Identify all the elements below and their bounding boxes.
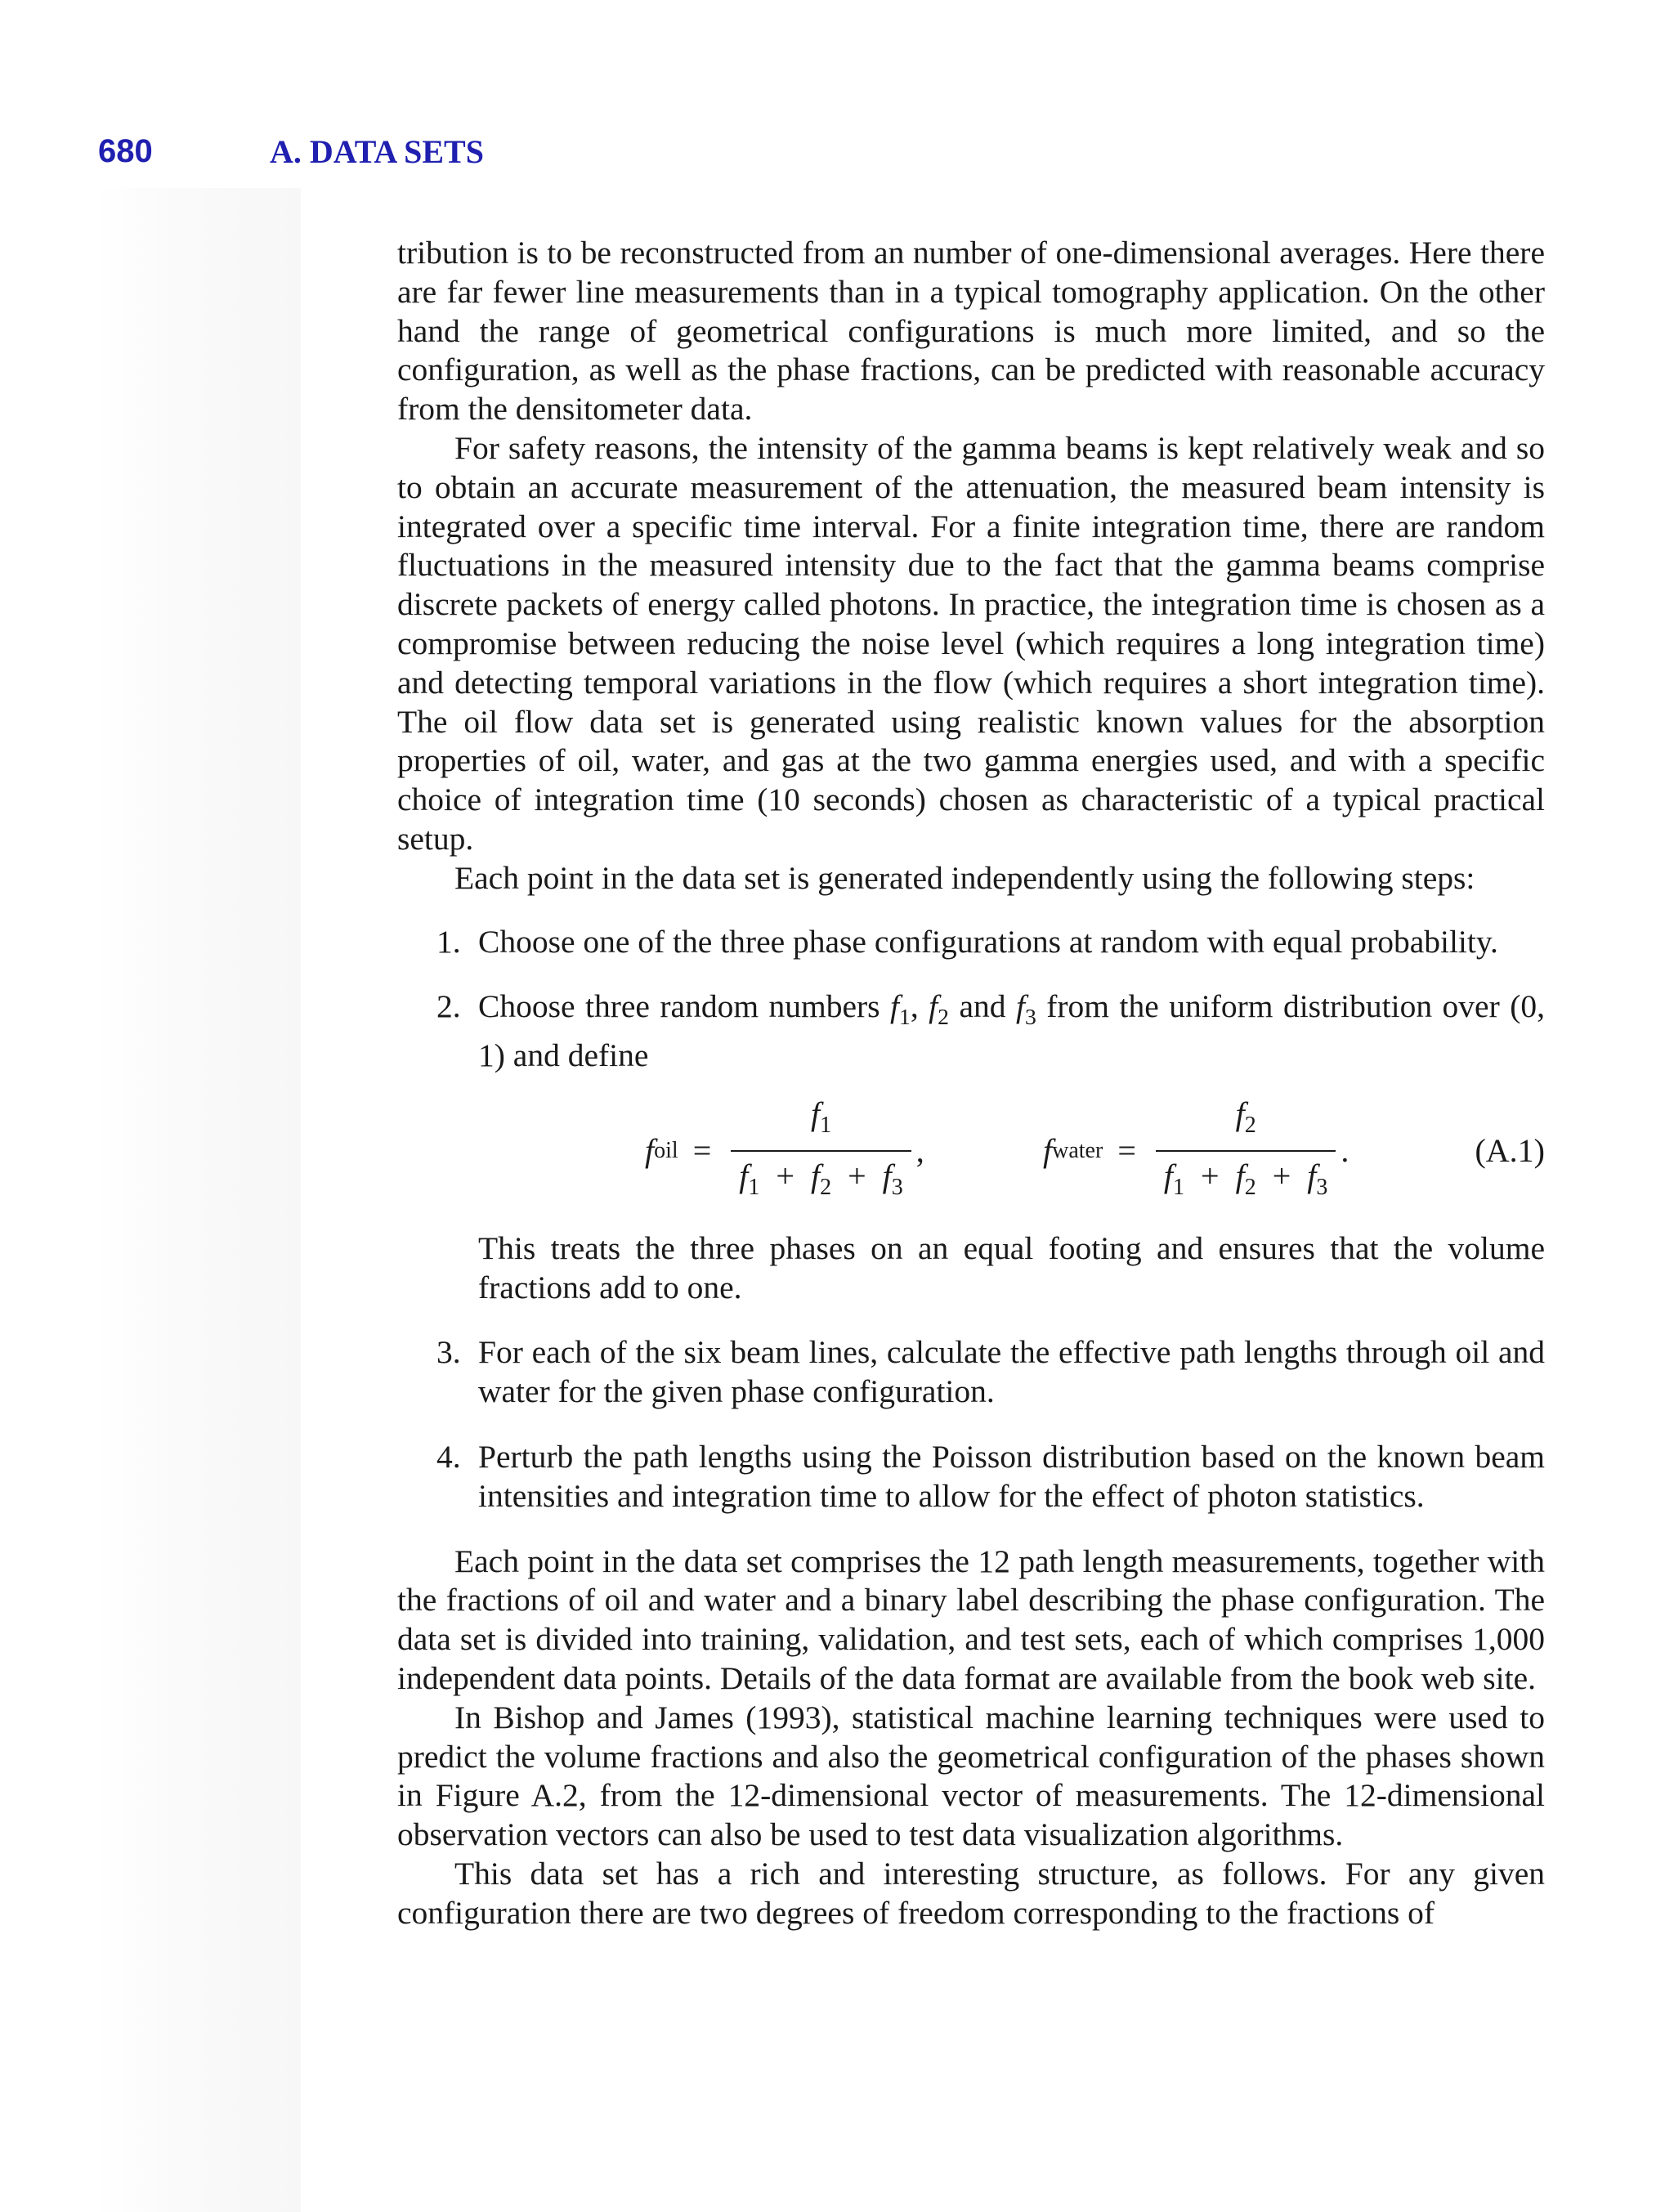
chapter-title: A. DATA SETS: [270, 132, 484, 170]
step-number: 3.: [436, 1334, 461, 1371]
equation-a1: [397, 1097, 1545, 1205]
step-text: Choose three random numbers $f_1$, $f_2$ and $f_3$ from the uniform distribution over (0, 1) and define: [478, 988, 1545, 1074]
fraction-water: $f_2$ $f_1 + f_2 + f_3$: [1156, 1095, 1336, 1207]
fraction-oil: $f_1$ $f_1 + f_2 + f_3$: [731, 1095, 911, 1207]
step-text: Choose one of the three phase configurations at random with equal probability.: [478, 923, 1498, 960]
step-number: 4.: [436, 1439, 461, 1475]
list-item: [397, 987, 1545, 1307]
running-head: [98, 131, 484, 172]
step-text: Perturb the path lengths using the Poisson distribution based on the known beam intensities and integration time to allow for the effect of photon statistics.: [478, 1439, 1545, 1514]
list-item: [397, 923, 1545, 962]
step-number: 2.: [436, 988, 461, 1025]
paragraph-2: For safety reasons, the intensity of the gamma beams is kept relatively weak and so to obtain an accurate measurement of the attenuation, the measured beam intensity is integrated over a specific time interval. For a finite integration time, there are random fluctuations in the measured intensity due to the fact that the gamma beams comprise discrete packets of energy called photons. In practice, the integration time is chosen as a compromise between reducing the noise level (which requires a long integration time) and detecting temporal variations in the flow (which requires a short integration time). The oil flow data set is generated using realistic known values for the absorption properties of oil, water, and gas at the two gamma energies used, and with a specific choice of integration time (10 seconds) chosen as characteristic of a typical practical setup.: [397, 429, 1545, 857]
equation-water: f water = $f_2$ $f_1 + f_2 + f_3$ .: [1043, 1097, 1349, 1205]
paragraph-6: This data set has a rich and interesting structure, as follows. For any given configuration there are two degrees of freedom corresponding to the fractions of: [397, 1855, 1545, 1931]
list-item: [397, 1333, 1545, 1412]
paragraph-3: Each point in the data set is generated independently using the following steps:: [454, 859, 1475, 896]
margin-shade: [96, 188, 301, 2212]
step-number: 1.: [436, 923, 461, 960]
paragraph-4: Each point in the data set comprises the 12 path length measurements, together with the fractions of oil and water and a binary label describing the phase configuration. The data set is divided into training, validation, and test sets, each of which comprises 1,000 independent data points. Details of the data format are available from the book web site.: [397, 1543, 1545, 1696]
page-number: 680: [98, 132, 153, 169]
list-item: [397, 1438, 1545, 1516]
step-text: For each of the six beam lines, calculate the effective path lengths through oil and water for the given phase configuration.: [478, 1334, 1545, 1410]
paragraph-1: tribution is to be reconstructed from an number of one-dimensional averages. Here there are far fewer line measurements than in a typical tomography application. On the other hand the range of geometrical configurations is much more limited, and so the configuration, as well as the phase fractions, can be predicted with reasonable accuracy from the densitometer data.: [397, 235, 1545, 428]
paragraph-5: In Bishop and James (1993), statistical machine learning techniques were used to predict the volume fractions and also the geometrical configuration of the phases shown in Figure A.2, from the 12-dimensional vector of measurements. The 12-dimensional observation vectors can also be used to test data visualization algorithms.: [397, 1699, 1545, 1853]
step-text-continuation: This treats the three phases on an equal footing and ensures that the volume fractions add to one.: [478, 1229, 1545, 1305]
equation-label: (A.1): [1475, 1131, 1545, 1169]
steps-list: [397, 923, 1545, 1516]
equation-oil: f oil = $f_1$ $f_1 + f_2 + f_3$ ,: [645, 1097, 924, 1205]
body-text: [397, 234, 1545, 1933]
